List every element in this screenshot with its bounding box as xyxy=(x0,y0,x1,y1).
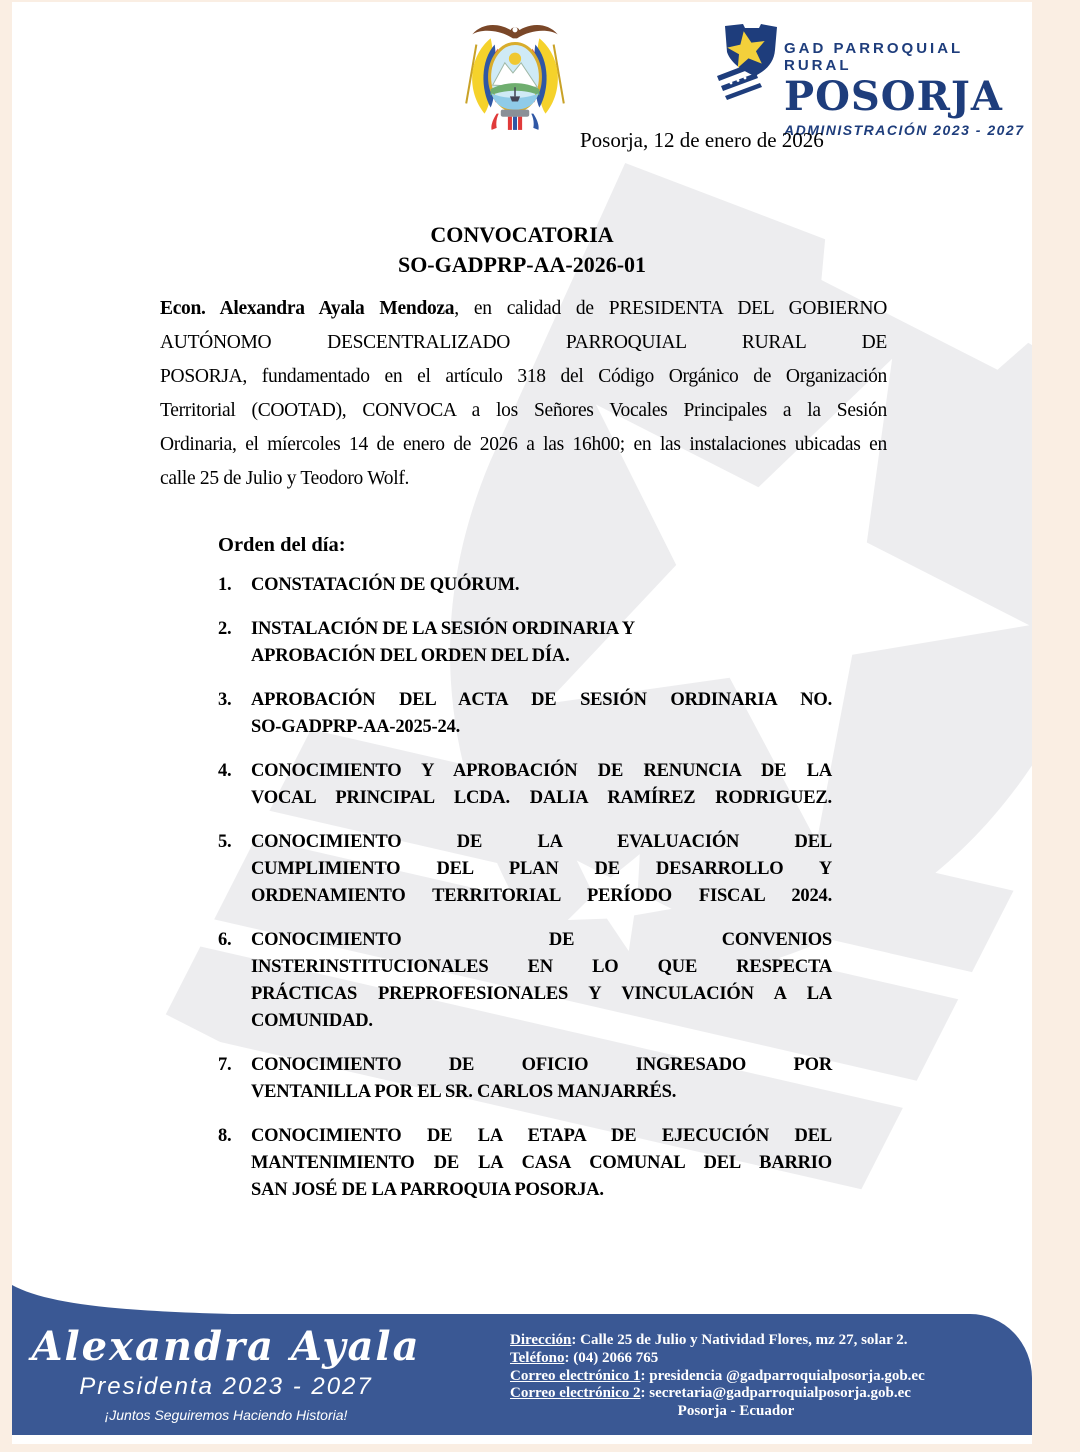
agenda-list xyxy=(218,572,832,1221)
signature-role: Presidenta 2023 - 2027 xyxy=(79,1373,373,1400)
agenda-heading: Orden del día: xyxy=(218,534,346,556)
signature-slogan: ¡Juntos Seguiremos Haciendo Historia! xyxy=(104,1407,348,1423)
document-page xyxy=(12,2,1032,1444)
footer-wave-icon xyxy=(12,1285,284,1315)
agenda-item: 7. CONOCIMIENTO DE OFICIO INGRESADO POR VENTANILLA POR EL SR. CARLOS MANJARRÉS. xyxy=(218,1055,832,1102)
body-line: POSORJA, fundamentado en el artículo 318 del Código Orgánico de Organización xyxy=(160,366,887,387)
body-line: Ordinaria, el míercoles 14 de enero de 2026 a las 16h00; en las instalaciones ubicadas en xyxy=(160,434,887,455)
document-code: SO-GADPRP-AA-2026-01 xyxy=(397,252,647,277)
body-line: Territorial (COOTAD), CONVOCA a los Señores Vocales Principales a la Sesión xyxy=(160,400,887,421)
contact-location: Posorja - Ecuador xyxy=(677,1403,795,1420)
agenda-item: 6. CONOCIMIENTO DE CONVENIOS INSTERINSTITUCIONALES EN LO QUE RESPECTA PRÁCTICAS PREPROFESIONALES Y VINCULACIÓN A LA COMUNIDAD. xyxy=(218,930,832,1031)
agenda-item: 8. CONOCIMIENTO DE LA ETAPA DE EJECUCIÓN DEL MANTENIMIENTO DE LA CASA COMUNAL DEL BARRIO SAN JOSÉ DE LA PARROQUIA POSORJA. xyxy=(218,1126,832,1200)
agenda-item: 1. CONSTATACIÓN DE QUÓRUM. xyxy=(218,575,520,595)
body-paragraph xyxy=(160,292,887,496)
body-line: Econ. Alexandra Ayala Mendoza, en calidad de PRESIDENTA DEL GOBIERNO xyxy=(160,298,887,319)
logo-line1: GAD PARROQUIAL RURAL xyxy=(784,40,963,74)
agenda-item: 5. CONOCIMIENTO DE LA EVALUACIÓN DEL CUMPLIMIENTO DEL PLAN DE DESARROLLO Y ORDENAMIENTO TERRITORIAL PERÍODO FISCAL 2024. xyxy=(218,832,832,906)
body-line: calle 25 de Julio y Teodoro Wolf. xyxy=(160,468,410,489)
agenda-item: 2. INSTALACIÓN DE LA SESIÓN ORDINARIA Y APROBACIÓN DEL ORDEN DEL DÍA. xyxy=(218,619,635,666)
document-title: CONVOCATORIA xyxy=(430,222,614,247)
body-line: AUTÓNOMO DESCENTRALIZADO PARROQUIAL RURAL DE xyxy=(160,332,887,353)
date-line: Posorja, 12 de enero de 2026 xyxy=(580,128,824,152)
logo-name: POSORJA xyxy=(784,73,1003,120)
posorja-logo xyxy=(784,40,1032,138)
signature-name: Alexandra Ayala xyxy=(31,1323,421,1370)
agenda-item: 4. CONOCIMIENTO Y APROBACIÓN DE RENUNCIA DE LA VOCAL PRINCIPAL LCDA. DALIA RAMÍREZ RODRIGUEZ. xyxy=(218,761,832,808)
posorja-star-badge-icon xyxy=(714,24,780,102)
contact-phone: Teléfono: (04) 2066 765 xyxy=(510,1349,659,1366)
contact-email-2: Correo electrónico 2: secretaria@gadparroquialposorja.gob.ec xyxy=(510,1385,911,1402)
contact-address: Dirección: Calle 25 de Julio y Natividad Flores, mz 27, solar 2. xyxy=(510,1332,908,1348)
sender-name: Econ. Alexandra Ayala Mendoza xyxy=(160,298,455,319)
agenda-item: 3. APROBACIÓN DEL ACTA DE SESIÓN ORDINARIA NO. SO-GADPRP-AA-2025-24. xyxy=(218,690,832,737)
contact-block xyxy=(510,1332,962,1421)
ecuador-coat-of-arms-icon xyxy=(454,16,576,132)
logo-line2: ADMINISTRACIÓN 2023 - 2027 xyxy=(784,122,1025,138)
signature-block xyxy=(26,1324,426,1423)
contact-email-1: Correo electrónico 1: presidencia @gadparroquialposorja.gob.ec xyxy=(510,1367,925,1384)
